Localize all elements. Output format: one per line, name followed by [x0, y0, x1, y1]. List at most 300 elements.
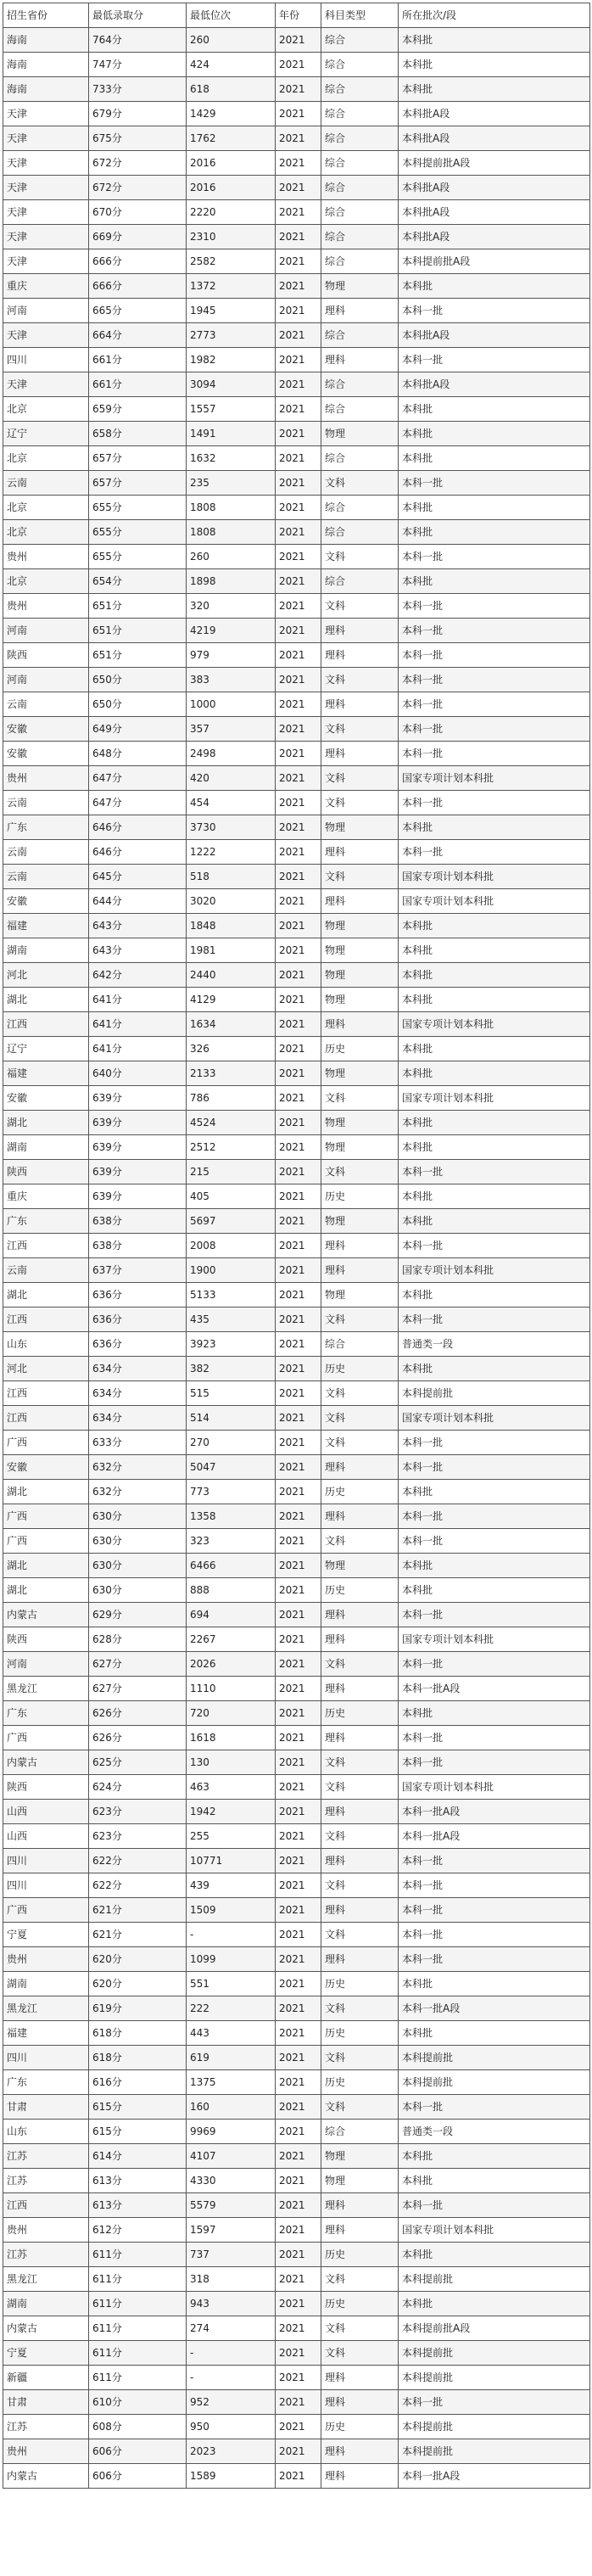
cell-min-rank: 1808 — [187, 496, 276, 520]
cell-subject-type: 综合 — [321, 28, 399, 53]
cell-batch: 国家专项计划本科批 — [399, 766, 590, 791]
table-row — [3, 1406, 590, 1431]
cell-year: 2021 — [276, 1677, 321, 1701]
table-row — [3, 692, 590, 717]
cell-province: 北京 — [3, 569, 89, 594]
table-row — [3, 2415, 590, 2439]
table-row — [3, 1308, 590, 1332]
cell-province: 海南 — [3, 28, 89, 53]
cell-min-score: 658分 — [89, 422, 187, 446]
table-row — [3, 2021, 590, 2046]
cell-min-score: 615分 — [89, 2095, 187, 2120]
cell-batch: 本科批 — [399, 446, 590, 471]
cell-province: 天津 — [3, 102, 89, 126]
cell-min-rank: 274 — [187, 2316, 276, 2341]
cell-subject-type: 理科 — [321, 1258, 399, 1283]
cell-min-rank: 2773 — [187, 323, 276, 348]
cell-min-score: 669分 — [89, 225, 187, 249]
cell-min-score: 657分 — [89, 471, 187, 496]
cell-batch: 本科一批 — [399, 742, 590, 766]
cell-min-score: 664分 — [89, 323, 187, 348]
cell-batch: 本科批 — [399, 1111, 590, 1135]
cell-batch: 本科批 — [399, 496, 590, 520]
cell-min-score: 630分 — [89, 1504, 187, 1529]
cell-province: 山西 — [3, 1824, 89, 1849]
cell-province: 湖北 — [3, 1111, 89, 1135]
header-year: 年份 — [276, 3, 321, 28]
cell-min-score: 657分 — [89, 446, 187, 471]
cell-batch: 国家专项计划本科批 — [399, 1775, 590, 1800]
cell-year: 2021 — [276, 840, 321, 865]
cell-min-rank: - — [187, 2341, 276, 2366]
cell-province: 云南 — [3, 865, 89, 889]
cell-min-rank: 1618 — [187, 1726, 276, 1750]
cell-subject-type: 文科 — [321, 1529, 399, 1554]
cell-min-score: 612分 — [89, 2218, 187, 2243]
cell-province: 江西 — [3, 1012, 89, 1037]
table-row — [3, 225, 590, 249]
cell-batch: 本科一批 — [399, 2095, 590, 2120]
cell-min-score: 627分 — [89, 1652, 187, 1677]
cell-year: 2021 — [276, 323, 321, 348]
cell-batch: 本科提前批A段 — [399, 2316, 590, 2341]
cell-min-score: 650分 — [89, 692, 187, 717]
cell-batch: 本科提前批 — [399, 2070, 590, 2095]
cell-year: 2021 — [276, 1800, 321, 1824]
cell-batch: 本科批 — [399, 1037, 590, 1061]
cell-subject-type: 理科 — [321, 1898, 399, 1923]
cell-batch: 本科批 — [399, 1578, 590, 1603]
table-row — [3, 963, 590, 988]
cell-min-score: 622分 — [89, 1873, 187, 1898]
cell-batch: 国家专项计划本科批 — [399, 1258, 590, 1283]
cell-min-score: 611分 — [89, 2341, 187, 2366]
cell-year: 2021 — [276, 1431, 321, 1455]
cell-province: 湖南 — [3, 938, 89, 963]
cell-year: 2021 — [276, 1849, 321, 1873]
cell-province: 天津 — [3, 200, 89, 225]
cell-year: 2021 — [276, 791, 321, 815]
cell-min-rank: 2310 — [187, 225, 276, 249]
cell-year: 2021 — [276, 520, 321, 545]
cell-min-score: 618分 — [89, 2021, 187, 2046]
cell-batch: 本科批 — [399, 1135, 590, 1160]
cell-min-score: 764分 — [89, 28, 187, 53]
cell-batch: 本科一批 — [399, 1308, 590, 1332]
cell-batch: 本科批A段 — [399, 225, 590, 249]
cell-subject-type: 物理 — [321, 988, 399, 1012]
cell-min-rank: 130 — [187, 1750, 276, 1775]
table-row — [3, 2070, 590, 2095]
cell-batch: 本科批 — [399, 77, 590, 102]
cell-year: 2021 — [276, 717, 321, 742]
cell-min-rank: 1491 — [187, 422, 276, 446]
table-row — [3, 1627, 590, 1652]
cell-subject-type: 综合 — [321, 126, 399, 151]
table-row — [3, 2169, 590, 2193]
cell-province: 贵州 — [3, 594, 89, 619]
table-row — [3, 1209, 590, 1234]
table-row — [3, 1578, 590, 1603]
cell-province: 重庆 — [3, 274, 89, 299]
cell-min-rank: 518 — [187, 865, 276, 889]
cell-min-score: 641分 — [89, 1037, 187, 1061]
cell-min-rank: 4330 — [187, 2169, 276, 2193]
cell-subject-type: 文科 — [321, 1308, 399, 1332]
cell-subject-type: 文科 — [321, 545, 399, 569]
cell-min-score: 611分 — [89, 2366, 187, 2390]
cell-batch: 本科批 — [399, 988, 590, 1012]
admission-score-table — [3, 3, 590, 2489]
table-row — [3, 1258, 590, 1283]
cell-subject-type: 文科 — [321, 471, 399, 496]
cell-batch: 本科一批 — [399, 1431, 590, 1455]
cell-min-rank: 786 — [187, 1086, 276, 1111]
cell-min-rank: 952 — [187, 2390, 276, 2415]
cell-min-rank: 357 — [187, 717, 276, 742]
cell-min-score: 630分 — [89, 1554, 187, 1578]
cell-province: 河北 — [3, 1357, 89, 1381]
cell-min-score: 620分 — [89, 1972, 187, 1996]
cell-year: 2021 — [276, 176, 321, 200]
table-row — [3, 249, 590, 274]
cell-subject-type: 理科 — [321, 1603, 399, 1627]
cell-min-rank: 260 — [187, 28, 276, 53]
cell-min-rank: 1372 — [187, 274, 276, 299]
cell-batch: 本科一批 — [399, 619, 590, 643]
cell-year: 2021 — [276, 2292, 321, 2316]
table-row — [3, 1283, 590, 1308]
cell-subject-type: 文科 — [321, 1652, 399, 1677]
cell-subject-type: 综合 — [321, 569, 399, 594]
cell-province: 陕西 — [3, 1160, 89, 1184]
cell-subject-type: 理科 — [321, 1726, 399, 1750]
cell-year: 2021 — [276, 963, 321, 988]
cell-batch: 本科一批 — [399, 717, 590, 742]
cell-min-score: 647分 — [89, 766, 187, 791]
cell-year: 2021 — [276, 988, 321, 1012]
cell-year: 2021 — [276, 471, 321, 496]
cell-min-rank: 1848 — [187, 914, 276, 938]
cell-year: 2021 — [276, 2218, 321, 2243]
cell-min-rank: 6466 — [187, 1554, 276, 1578]
table-row — [3, 299, 590, 323]
cell-province: 云南 — [3, 1258, 89, 1283]
cell-year: 2021 — [276, 1652, 321, 1677]
cell-min-rank: 454 — [187, 791, 276, 815]
cell-batch: 本科批 — [399, 2243, 590, 2267]
cell-year: 2021 — [276, 594, 321, 619]
cell-min-rank: 9969 — [187, 2120, 276, 2144]
table-row — [3, 988, 590, 1012]
table-row — [3, 2390, 590, 2415]
table-row — [3, 151, 590, 176]
table-row — [3, 1504, 590, 1529]
cell-batch: 本科批 — [399, 938, 590, 963]
table-row — [3, 397, 590, 422]
cell-year: 2021 — [276, 2169, 321, 2193]
cell-year: 2021 — [276, 1037, 321, 1061]
cell-min-score: 639分 — [89, 1184, 187, 1209]
cell-min-rank: 773 — [187, 1480, 276, 1504]
cell-min-score: 641分 — [89, 1012, 187, 1037]
cell-batch: 国家专项计划本科批 — [399, 1086, 590, 1111]
cell-subject-type: 文科 — [321, 1996, 399, 2021]
cell-batch: 本科批A段 — [399, 323, 590, 348]
cell-subject-type: 历史 — [321, 1480, 399, 1504]
table-row — [3, 2144, 590, 2169]
cell-batch: 本科一批 — [399, 668, 590, 692]
cell-subject-type: 综合 — [321, 1332, 399, 1357]
cell-min-score: 670分 — [89, 200, 187, 225]
cell-batch: 国家专项计划本科批 — [399, 1627, 590, 1652]
table-row — [3, 840, 590, 865]
cell-province: 广西 — [3, 1726, 89, 1750]
cell-min-rank: 1900 — [187, 1258, 276, 1283]
cell-batch: 本科一批 — [399, 2193, 590, 2218]
cell-batch: 本科提前批 — [399, 1381, 590, 1406]
cell-subject-type: 文科 — [321, 1824, 399, 1849]
table-header — [3, 3, 590, 28]
table-row — [3, 422, 590, 446]
cell-batch: 本科一批 — [399, 1529, 590, 1554]
cell-batch: 普通类一段 — [399, 2120, 590, 2144]
cell-subject-type: 理科 — [321, 299, 399, 323]
cell-province: 甘肃 — [3, 2390, 89, 2415]
cell-min-score: 632分 — [89, 1480, 187, 1504]
header-batch: 所在批次/段 — [399, 3, 590, 28]
cell-batch: 本科提前批 — [399, 2267, 590, 2292]
table-row — [3, 1480, 590, 1504]
cell-batch: 本科批 — [399, 422, 590, 446]
cell-province: 山西 — [3, 1800, 89, 1824]
cell-province: 辽宁 — [3, 1037, 89, 1061]
cell-year: 2021 — [276, 569, 321, 594]
cell-min-score: 638分 — [89, 1209, 187, 1234]
cell-min-rank: 2582 — [187, 249, 276, 274]
cell-min-rank: 323 — [187, 1529, 276, 1554]
cell-batch: 本科一批A段 — [399, 1996, 590, 2021]
cell-batch: 本科批 — [399, 815, 590, 840]
cell-subject-type: 理科 — [321, 692, 399, 717]
cell-subject-type: 理科 — [321, 1677, 399, 1701]
cell-subject-type: 物理 — [321, 1061, 399, 1086]
cell-subject-type: 综合 — [321, 151, 399, 176]
cell-province: 广西 — [3, 1431, 89, 1455]
cell-min-rank: 1945 — [187, 299, 276, 323]
cell-year: 2021 — [276, 200, 321, 225]
cell-subject-type: 文科 — [321, 2046, 399, 2070]
cell-year: 2021 — [276, 1898, 321, 1923]
cell-min-score: 614分 — [89, 2144, 187, 2169]
cell-subject-type: 物理 — [321, 422, 399, 446]
table-row — [3, 1135, 590, 1160]
cell-subject-type: 综合 — [321, 372, 399, 397]
table-row — [3, 2366, 590, 2390]
table-row — [3, 1923, 590, 1947]
cell-subject-type: 物理 — [321, 274, 399, 299]
cell-subject-type: 文科 — [321, 1086, 399, 1111]
cell-subject-type: 理科 — [321, 2439, 399, 2464]
cell-subject-type: 理科 — [321, 1627, 399, 1652]
cell-min-score: 639分 — [89, 1086, 187, 1111]
cell-batch: 普通类一段 — [399, 1332, 590, 1357]
table-row — [3, 2120, 590, 2144]
cell-min-rank: 439 — [187, 1873, 276, 1898]
cell-batch: 本科提前批 — [399, 2341, 590, 2366]
header-min-score: 最低录取分 — [89, 3, 187, 28]
table-row — [3, 717, 590, 742]
cell-province: 天津 — [3, 372, 89, 397]
table-row — [3, 200, 590, 225]
cell-province: 河北 — [3, 963, 89, 988]
table-row — [3, 2095, 590, 2120]
cell-subject-type: 文科 — [321, 1160, 399, 1184]
cell-subject-type: 文科 — [321, 865, 399, 889]
cell-batch: 本科批A段 — [399, 176, 590, 200]
cell-min-score: 616分 — [89, 2070, 187, 2095]
cell-batch: 本科批 — [399, 1184, 590, 1209]
cell-min-rank: 737 — [187, 2243, 276, 2267]
cell-year: 2021 — [276, 1873, 321, 1898]
cell-min-rank: 2133 — [187, 1061, 276, 1086]
table-row — [3, 2193, 590, 2218]
cell-subject-type: 历史 — [321, 2415, 399, 2439]
cell-batch: 本科批 — [399, 914, 590, 938]
cell-min-rank: 2026 — [187, 1652, 276, 1677]
cell-subject-type: 理科 — [321, 2193, 399, 2218]
cell-province: 河南 — [3, 1652, 89, 1677]
table-row — [3, 1381, 590, 1406]
cell-subject-type: 综合 — [321, 249, 399, 274]
cell-min-score: 643分 — [89, 914, 187, 938]
table-row — [3, 1898, 590, 1923]
cell-min-rank: 1762 — [187, 126, 276, 151]
table-row — [3, 2267, 590, 2292]
cell-subject-type: 历史 — [321, 2243, 399, 2267]
cell-subject-type: 综合 — [321, 323, 399, 348]
cell-subject-type: 综合 — [321, 200, 399, 225]
cell-year: 2021 — [276, 2439, 321, 2464]
table-row — [3, 372, 590, 397]
cell-min-rank: 3730 — [187, 815, 276, 840]
cell-min-score: 672分 — [89, 151, 187, 176]
cell-year: 2021 — [276, 422, 321, 446]
table-row — [3, 1972, 590, 1996]
cell-year: 2021 — [276, 692, 321, 717]
table-row — [3, 865, 590, 889]
cell-min-score: 675分 — [89, 126, 187, 151]
cell-min-score: 630分 — [89, 1578, 187, 1603]
cell-year: 2021 — [276, 348, 321, 372]
cell-province: 安徽 — [3, 717, 89, 742]
cell-subject-type: 理科 — [321, 889, 399, 914]
cell-subject-type: 理科 — [321, 1800, 399, 1824]
table-row — [3, 815, 590, 840]
cell-year: 2021 — [276, 53, 321, 77]
cell-min-score: 651分 — [89, 594, 187, 619]
cell-min-score: 733分 — [89, 77, 187, 102]
table-row — [3, 569, 590, 594]
cell-year: 2021 — [276, 1308, 321, 1332]
cell-batch: 本科批 — [399, 2144, 590, 2169]
cell-min-score: 646分 — [89, 840, 187, 865]
cell-min-score: 619分 — [89, 1996, 187, 2021]
table-row — [3, 2243, 590, 2267]
cell-batch: 本科批 — [399, 397, 590, 422]
cell-min-rank: - — [187, 1923, 276, 1947]
cell-subject-type: 物理 — [321, 2144, 399, 2169]
cell-province: 广东 — [3, 1209, 89, 1234]
cell-min-score: 638分 — [89, 1234, 187, 1258]
cell-subject-type: 历史 — [321, 2021, 399, 2046]
cell-province: 天津 — [3, 126, 89, 151]
cell-batch: 本科一批 — [399, 1947, 590, 1972]
cell-province: 河南 — [3, 299, 89, 323]
cell-year: 2021 — [276, 742, 321, 766]
cell-batch: 本科批 — [399, 1357, 590, 1381]
cell-year: 2021 — [276, 2415, 321, 2439]
cell-batch: 本科一批 — [399, 1750, 590, 1775]
cell-min-score: 655分 — [89, 545, 187, 569]
cell-province: 广东 — [3, 2070, 89, 2095]
cell-subject-type: 理科 — [321, 348, 399, 372]
cell-year: 2021 — [276, 1086, 321, 1111]
cell-province: 广东 — [3, 1701, 89, 1726]
cell-province: 湖北 — [3, 1578, 89, 1603]
cell-min-score: 615分 — [89, 2120, 187, 2144]
cell-year: 2021 — [276, 1258, 321, 1283]
cell-year: 2021 — [276, 545, 321, 569]
table-row — [3, 496, 590, 520]
cell-min-rank: 383 — [187, 668, 276, 692]
cell-batch: 国家专项计划本科批 — [399, 1406, 590, 1431]
cell-province: 江苏 — [3, 2169, 89, 2193]
cell-province: 北京 — [3, 496, 89, 520]
cell-batch: 本科一批A段 — [399, 2464, 590, 2489]
cell-province: 天津 — [3, 151, 89, 176]
cell-min-score: 629分 — [89, 1603, 187, 1627]
cell-province: 江西 — [3, 1381, 89, 1406]
cell-province: 湖南 — [3, 1135, 89, 1160]
cell-batch: 本科一批 — [399, 1234, 590, 1258]
table-row — [3, 1800, 590, 1824]
cell-min-rank: 318 — [187, 2267, 276, 2292]
cell-batch: 本科批 — [399, 28, 590, 53]
table-row — [3, 1012, 590, 1037]
cell-province: 重庆 — [3, 1184, 89, 1209]
cell-year: 2021 — [276, 2021, 321, 2046]
cell-min-score: 655分 — [89, 496, 187, 520]
cell-province: 云南 — [3, 471, 89, 496]
cell-province: 广西 — [3, 1898, 89, 1923]
table-body — [3, 28, 590, 2489]
cell-batch: 本科一批 — [399, 643, 590, 668]
cell-year: 2021 — [276, 643, 321, 668]
cell-province: 江苏 — [3, 2243, 89, 2267]
cell-min-rank: 943 — [187, 2292, 276, 2316]
cell-batch: 本科提前批A段 — [399, 151, 590, 176]
cell-year: 2021 — [276, 1357, 321, 1381]
cell-min-rank: 2267 — [187, 1627, 276, 1652]
cell-min-rank: 1429 — [187, 102, 276, 126]
cell-year: 2021 — [276, 2046, 321, 2070]
cell-subject-type: 理科 — [321, 2366, 399, 2390]
cell-year: 2021 — [276, 372, 321, 397]
table-row — [3, 1824, 590, 1849]
cell-min-rank: 619 — [187, 2046, 276, 2070]
cell-min-score: 637分 — [89, 1258, 187, 1283]
